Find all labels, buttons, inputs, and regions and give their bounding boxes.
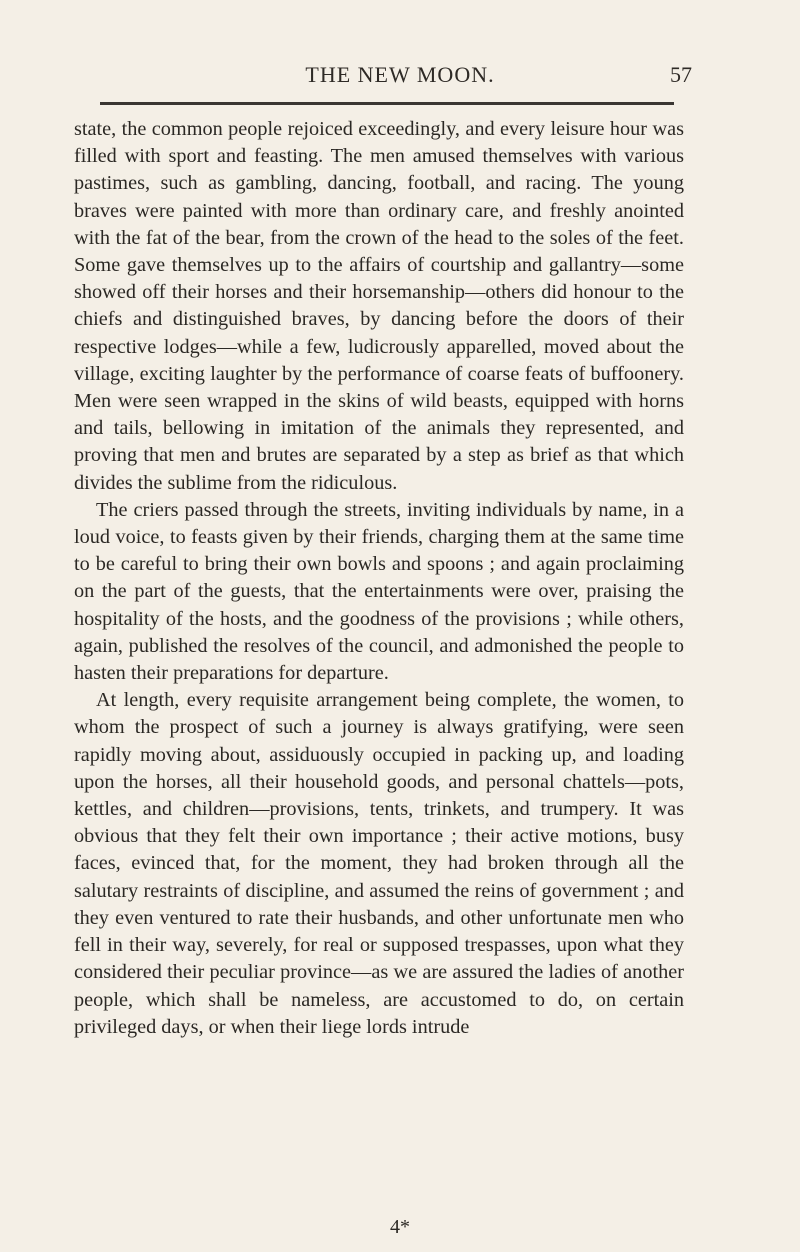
paragraph-2: The criers passed through the streets, inviting individuals by name, in a loud voice, to feasts given by their friends, charging them at the same time to be careful to bring their own bowls and spoons ; and again proclaiming on the part of the guests, that the entertainments were over, praising the hospitality of the hosts, and the goodness of the provisions ; while others, again, published the resolves of the council, and admonished the people to hasten their preparations for departure. xyxy=(74,498,684,685)
header-rule xyxy=(100,102,674,105)
signature-mark: 4* xyxy=(390,1216,410,1238)
running-head xyxy=(0,62,800,92)
paragraph-3: At length, every requisite arrangement being complete, the women, to whom the prospect of such a journey is always gratifying, were seen rapidly moving about, assiduously occupied in packing up, and loading upon the horses, all their household goods, and personal chattels—pots, kettles, and children—provisions, tents, trinkets, and trumpery. It was obvious that they felt their own importance ; their active motions, busy faces, evinced that, for the moment, they had broken through all the salutary restraints of discipline, and assumed the reins of government ; and they even ventured to rate their husbands, and other unfortunate men who fell in their way, severely, for real or supposed trespasses, upon what they considered their peculiar province—as we are assured the ladies of another people, which shall be nameless, are accustomed to do, on certain privileged days, or when their liege lords intrude xyxy=(74,689,684,1038)
running-title: THE NEW MOON. xyxy=(305,62,495,87)
page-number: 57 xyxy=(670,62,692,87)
paragraph-1: state, the common people rejoiced exceedingly, and every leisure hour was filled with sport and feasting. The men amused themselves with various pastimes, such as gambling, dancing, football, and racing. The young braves were painted with more than ordinary care, and freshly anointed with the fat of the bear, from the crown of the head to the soles of the feet. Some gave themselves up to the affairs of courtship and gallantry—some showed off their horses and their horsemanship—others did honour to the chiefs and distinguished braves, by dancing before the doors of their respective lodges—while a few, ludicrously apparelled, moved about the village, exciting laughter by the performance of coarse feats of buffoonery. Men were seen wrapped in the skins of wild beasts, equipped with horns and tails, bellowing in imitation of the animals they represented, and proving that men and brutes are separated by a step as brief as that which divides the sublime from the ridiculous. xyxy=(74,118,684,494)
body-text xyxy=(74,116,684,1041)
